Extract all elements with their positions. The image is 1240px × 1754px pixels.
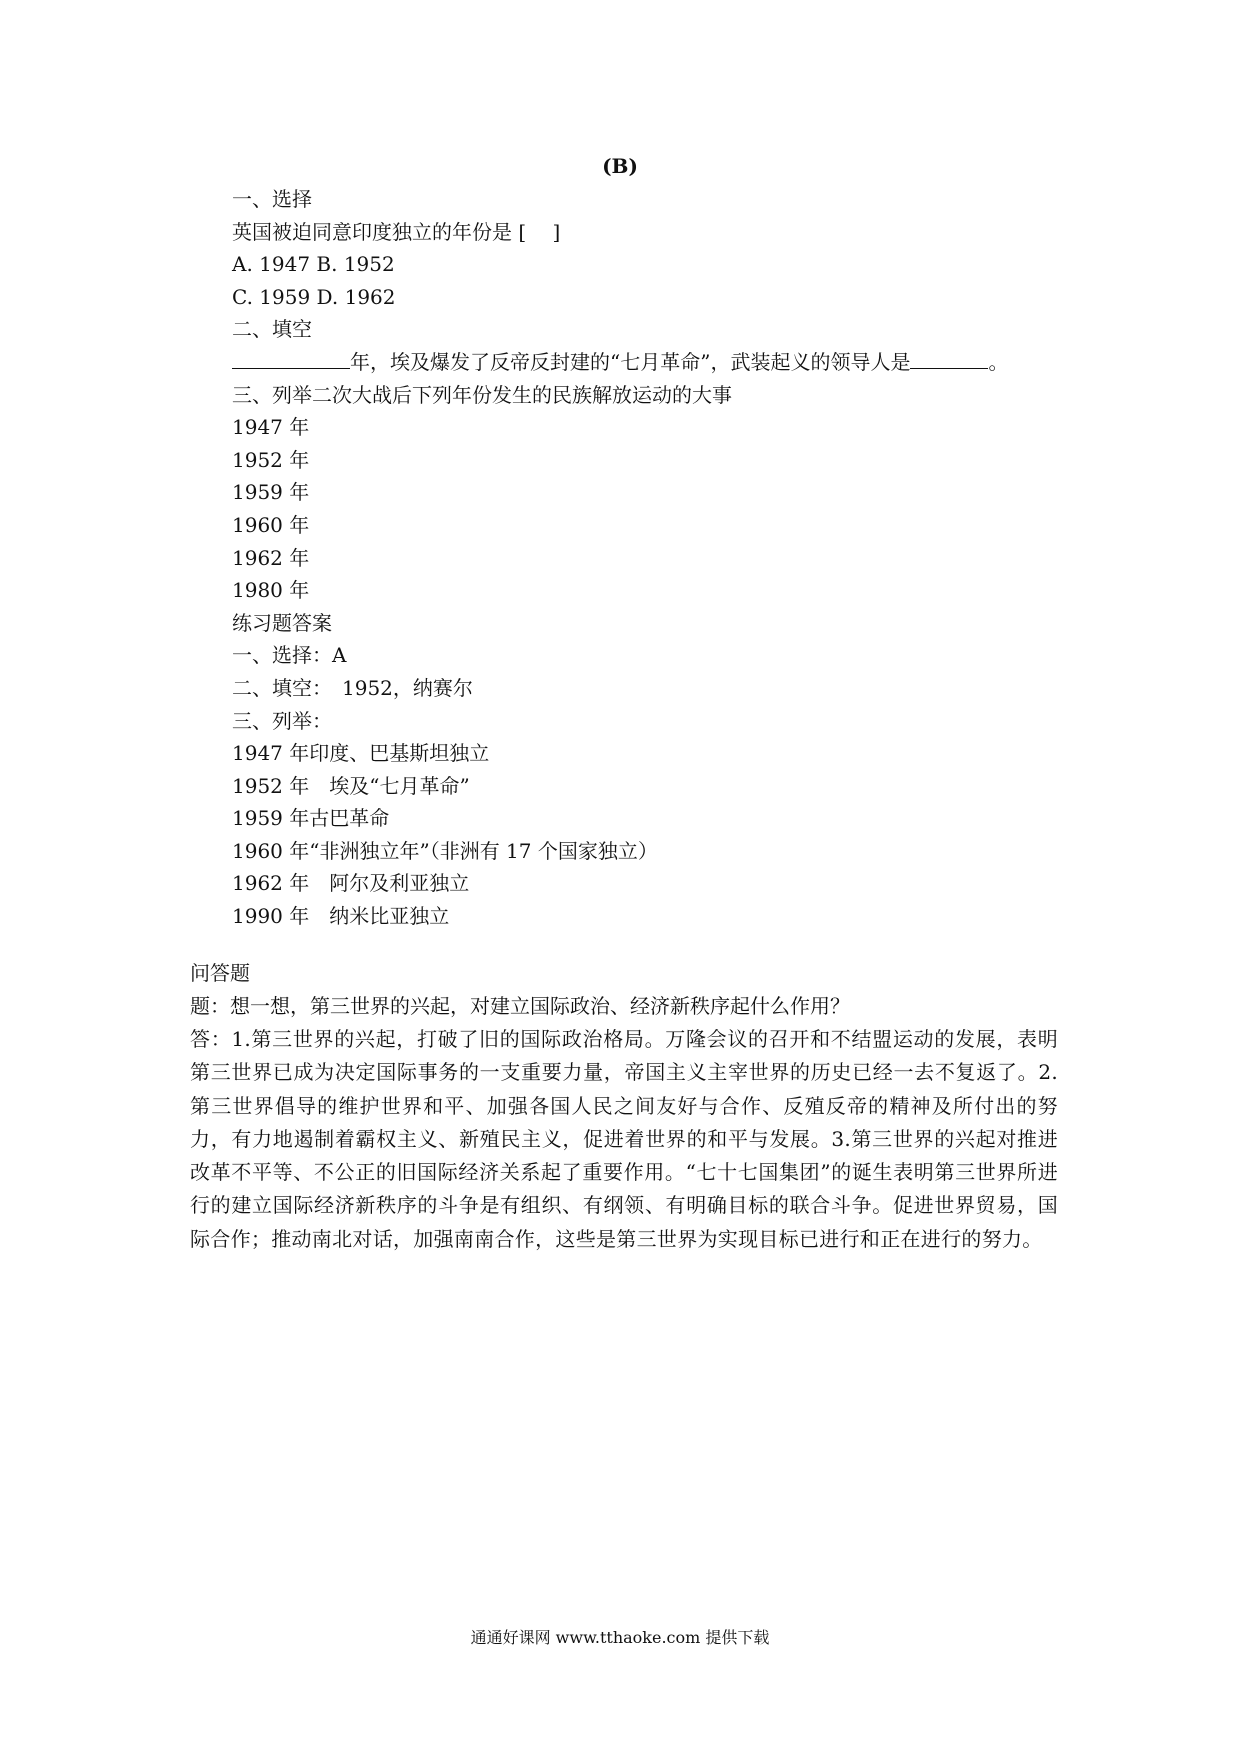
event-item: 1959 年古巴革命 (232, 806, 390, 831)
event-item: 1952 年 埃及“七月革命” (232, 773, 470, 798)
year-item: 1962 年 (232, 545, 310, 570)
page-title: (B) (602, 154, 638, 178)
qa-section (190, 957, 1058, 1256)
section3-heading: 三、列举二次大战后下列年份发生的民族解放运动的大事 (232, 382, 732, 407)
section1-heading: 一、选择 (232, 187, 312, 211)
event-item: 1962 年 阿尔及利亚独立 (232, 871, 470, 896)
fill-blank-1 (232, 346, 350, 369)
year-item: 1960 年 (232, 512, 310, 537)
year-item: 1947 年 (232, 415, 310, 440)
options-row1: A. 1947 B. 1952 (232, 252, 395, 277)
year-item: 1959 年 (232, 480, 310, 505)
fill-blank-end: 。 (988, 349, 1009, 374)
options-row2: C. 1959 D. 1962 (232, 284, 396, 309)
qa-question: 题：想一想，第三世界的兴起，对建立国际政治、经济新秩序起什么作用？ (190, 994, 850, 1018)
event-item: 1990 年 纳米比亚独立 (232, 904, 450, 929)
year-item: 1952 年 (232, 447, 310, 472)
event-item: 1947 年印度、巴基斯坦独立 (232, 741, 490, 766)
qa-heading: 问答题 (190, 961, 250, 985)
answers-heading: 练习题答案 (232, 610, 332, 635)
exercise-section (232, 183, 1132, 933)
question1: 英国被迫同意印度独立的年份是 [ ] (232, 219, 561, 244)
fill-blank-text: 年，埃及爆发了反帝反封建的“七月革命”，武装起义的领导人是 (350, 349, 911, 374)
year-item: 1980 年 (232, 578, 310, 603)
answer3-heading: 三、列举： (232, 708, 332, 733)
fill-blank-question (232, 346, 1132, 379)
answer2: 二、填空： 1952，纳赛尔 (232, 675, 473, 700)
event-item: 1960 年“非洲独立年”（非洲有 17 个国家独立） (232, 838, 658, 863)
answer1: 一、选择：A (232, 643, 347, 668)
section2-heading: 二、填空 (232, 317, 312, 342)
fill-blank-2 (910, 346, 988, 369)
page-footer: 通通好课网 www.tthaoke.com 提供下载 (470, 1628, 770, 1647)
qa-answer: 答：1.第三世界的兴起，打破了旧的国际政治格局。万隆会议的召开和不结盟运动的发展，表明第三世界已成为决定国际事务的一支重要力量，帝国主义主宰世界的历史已经一去不复返了。2.第三世界倡导的维护世界和平、加强各国人民之间友好与合作、反殖反帝的精神及所付出的努力，有力地遏制着霸权主义、新殖民主义，促进着世界的和平与发展。3.第三世界的兴起对推进改革不平等、不公正的旧国际经济关系起了重要作用。“七十七国集团”的诞生表明第三世界所进行的建立国际经济新秩序的斗争是有组织、有纲领、有明确目标的联合斗争。促进世界贸易，国际合作；推动南北对话，加强南南合作，这些是第三世界为实现目标已进行和正在进行的努力。 (190, 1027, 1058, 1251)
